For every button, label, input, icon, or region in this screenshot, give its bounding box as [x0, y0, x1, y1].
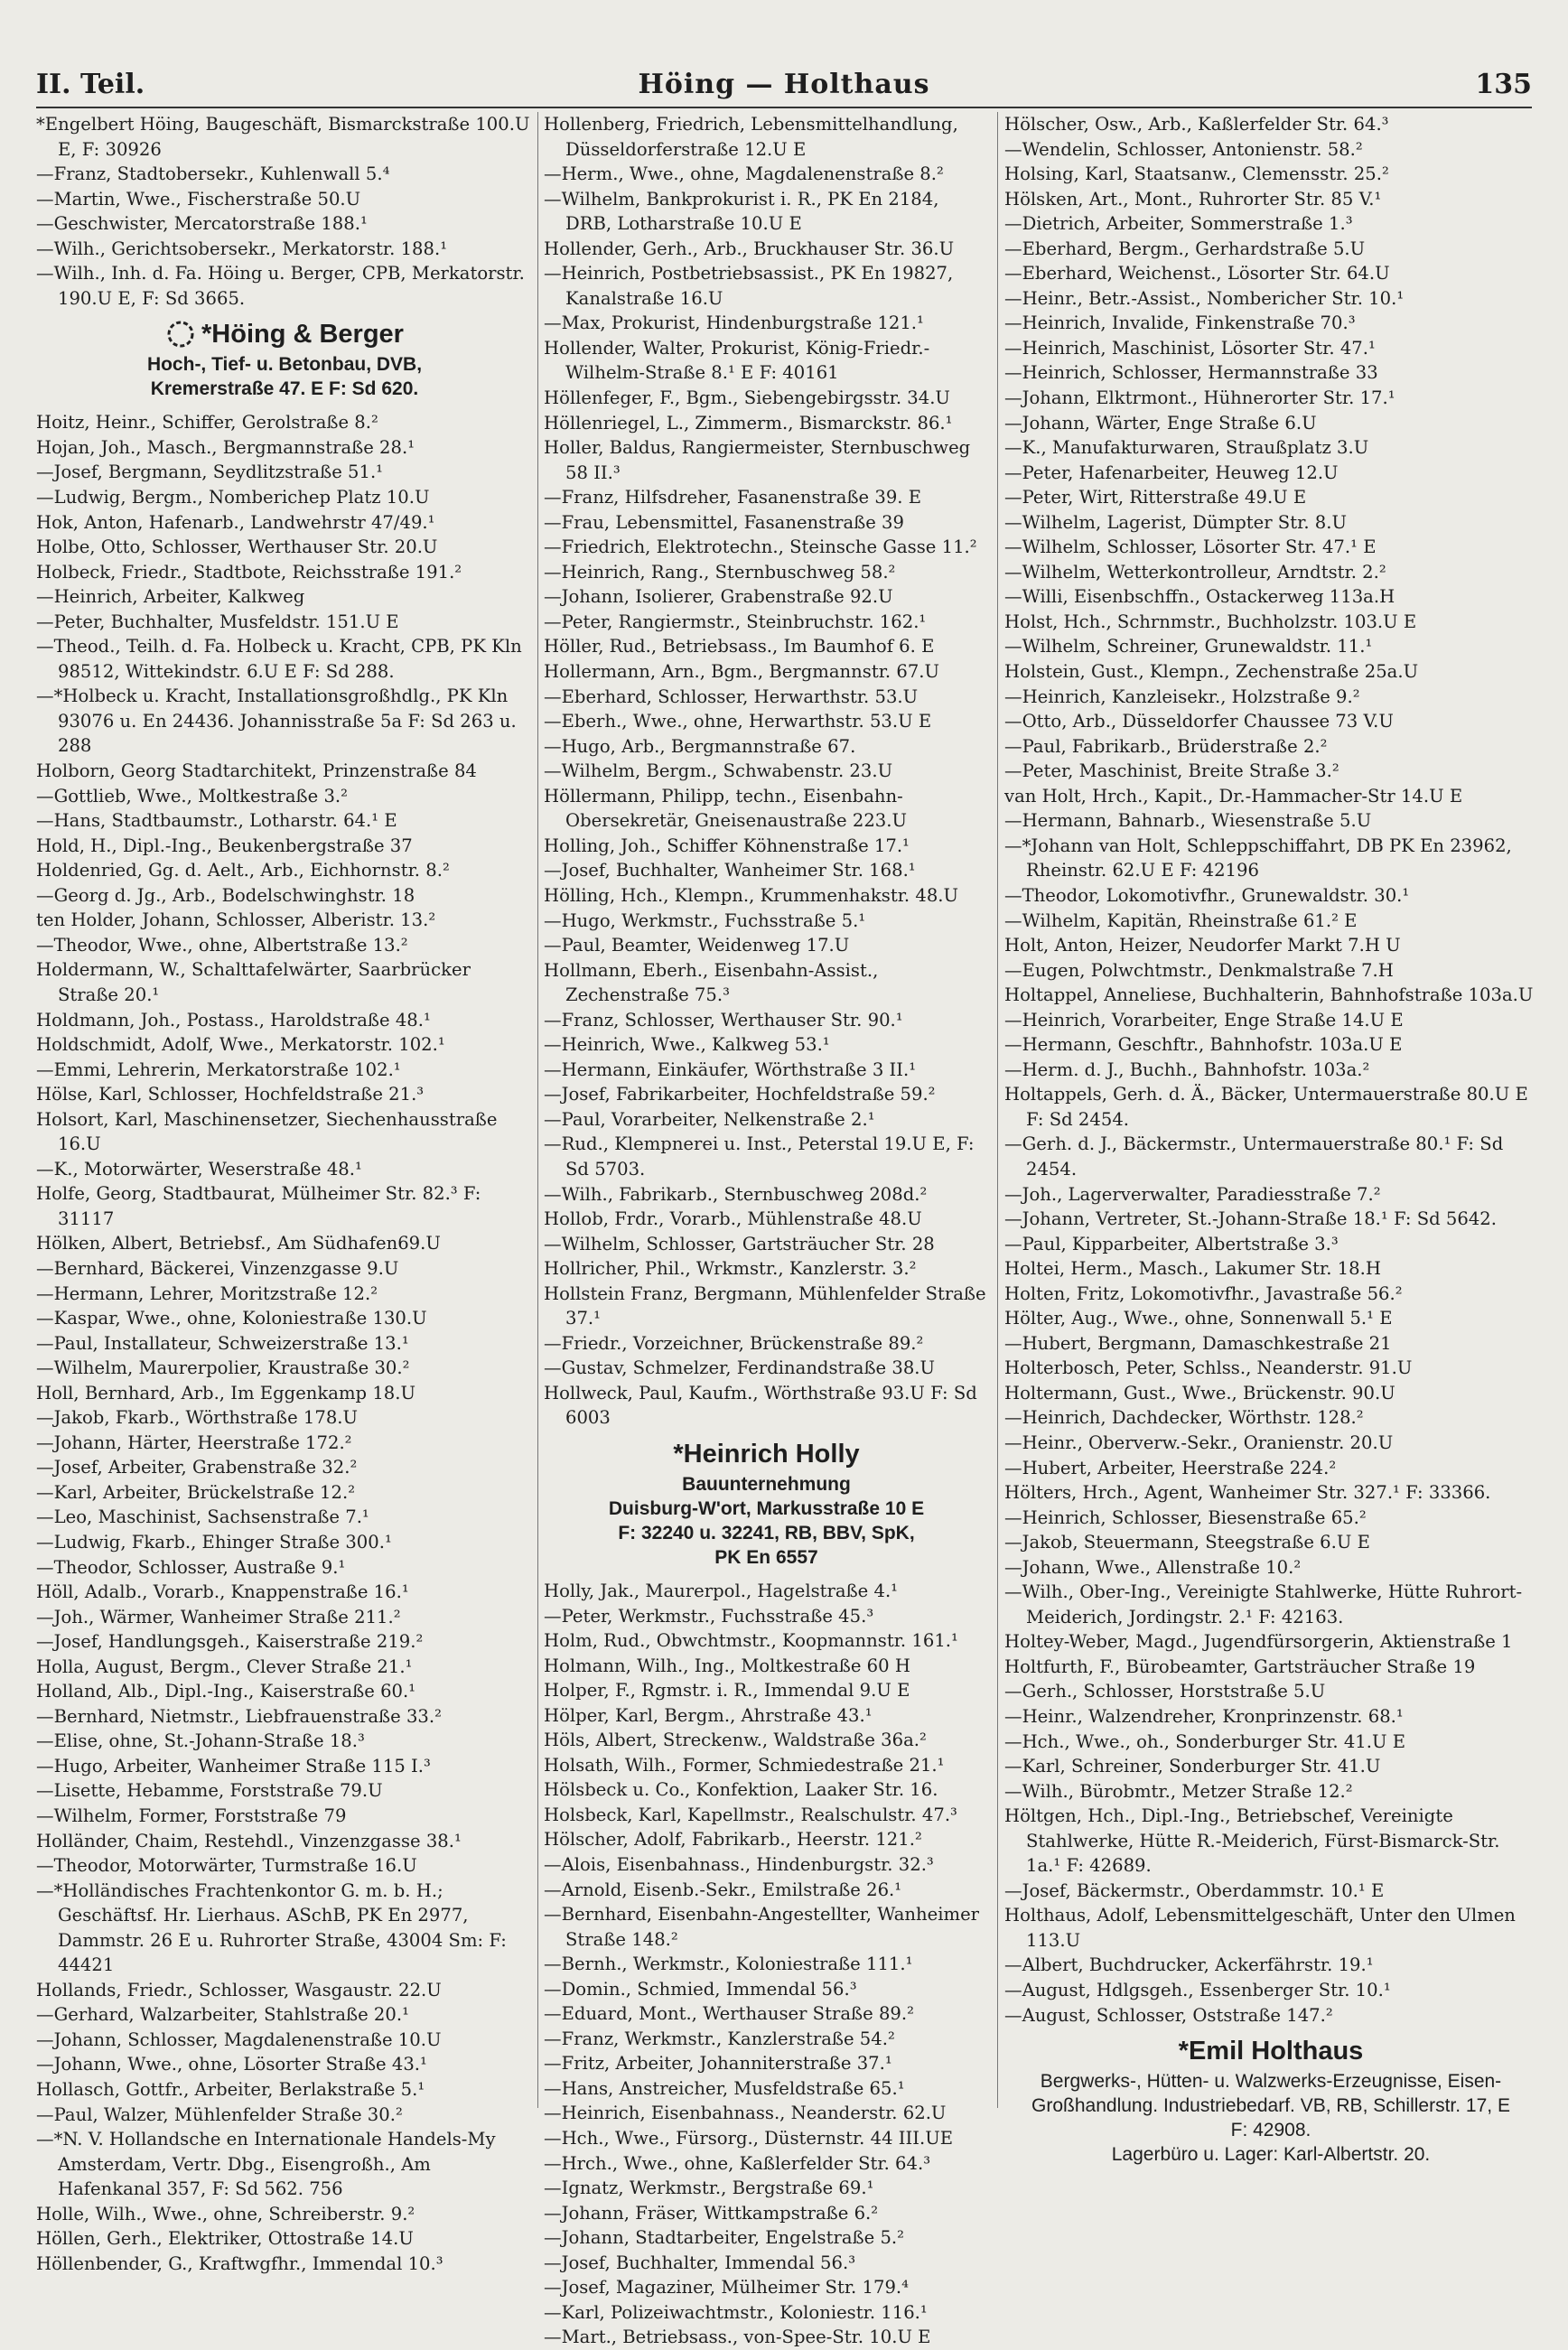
directory-entry: Hölsbeck u. Co., Konfektion, Laaker Str. 16. — [544, 1779, 938, 1801]
directory-entry: —Heinrich, Kanzleisekr., Holzstraße 9.² — [1004, 685, 1360, 707]
directory-entry: —Lisette, Hebamme, Forststraße 79.U — [36, 1780, 383, 1802]
directory-entry: —Ludwig, Bergm., Nomberichер Platz 10.U — [36, 487, 430, 508]
directory-entry: —Wilh., Bürobmtr., Metzer Straße 12.² — [1004, 1780, 1353, 1802]
directory-entry: —Friedr., Vorzeichner, Brückenstraße 89.² — [544, 1332, 924, 1354]
directory-entry: —Franz, Schlosser, Werthauser Str. 90.¹ — [544, 1009, 903, 1030]
directory-entry: Holbe, Otto, Schlosser, Werthauser Str. 20.U — [36, 536, 438, 558]
directory-entry: —Gustav, Schmelzer, Ferdinandstraße 38.U — [544, 1357, 936, 1379]
directory-entry: Hollenberg, Friedrich, Lebensmittelhandlung, Düsseldorferstraße 12.U E — [544, 114, 958, 160]
directory-entry: —Jakob, Fkarb., Wörthstraße 178.U — [36, 1407, 359, 1429]
running-title: Höing — Holthaus — [638, 69, 930, 100]
directory-entry: —Johann, Härter, Heerstraße 172.² — [36, 1431, 352, 1453]
directory-entry: —Willi, Eisenbschffn., Ostackerweg 113a.H — [1004, 586, 1395, 608]
ad-line: Hoch-, Tief- u. Betonbau, DVB, — [146, 354, 423, 376]
directory-entry: —Heinr., Oberverw.-Sekr., Oranienstr. 20.U — [1004, 1431, 1394, 1453]
directory-entry: —Paul, Walzer, Mühlenfelder Straße 30.² — [36, 2103, 403, 2125]
ad-line: Bergwerks-, Hütten- u. Walzwerks-Erzeugnisse, Eisen-Großhandlung. Industriebedarf. VB, RB, Schillerstr. 17, E — [1031, 2071, 1510, 2117]
directory-entry: —Martin, Wwe., Fischerstraße 50.U — [36, 188, 361, 210]
directory-entry: Holfe, Georg, Stadtbaurat, Mülheimer Str. 82.³ F: 31117 — [36, 1183, 481, 1229]
directory-entry: —Paul, Vorarbeiter, Nelkenstraße 2.¹ — [544, 1108, 875, 1130]
directory-entry: —Hugo, Arb., Bergmannstraße 67. — [544, 735, 856, 757]
directory-entry: Hollermann, Arn., Bgm., Bergmannstr. 67.U — [544, 661, 940, 683]
directory-entry: —Heinrich, Rang., Sternbuschweg 58.² — [544, 561, 896, 583]
directory-entry: —Heinrich, Maschinist, Lösorter Str. 47.¹ — [1004, 337, 1376, 359]
directory-entry: —Josef, Buchhalter, Wanheimer Str. 168.¹ — [544, 860, 916, 881]
directory-entry: Hölter, Aug., Wwe., ohne, Sonnenwall 5.¹ E — [1004, 1308, 1393, 1329]
directory-entry: —Wilhelm, Kapitän, Rheinstraße 61.² E — [1004, 909, 1358, 931]
directory-entry: —Hubert, Arbeiter, Heerstraße 224.² — [1004, 1457, 1337, 1478]
directory-entry: —Karl, Arbeiter, Brückelstraße 12.² — [36, 1481, 356, 1503]
directory-entry: —Ludwig, Fkarb., Ehinger Straße 300.¹ — [36, 1531, 392, 1553]
directory-entry: —Elise, ohne, St.-Johann-Straße 18.³ — [36, 1730, 365, 1752]
directory-entry: —Emmi, Lehrerin, Merkatorstraße 102.¹ — [36, 1058, 401, 1080]
ad-line: F: 42908. — [1230, 2120, 1311, 2141]
directory-entry: —Heinrich, Dachdecker, Wörthstr. 128.² — [1004, 1407, 1364, 1429]
directory-entry: —Leo, Maschinist, Sachsenstraße 7.¹ — [36, 1506, 369, 1528]
directory-entry: Holsbeck, Karl, Kapellmstr., Realschulstr. 47.³ — [544, 1804, 957, 1825]
directory-entry: —Franz, Werkmstr., Kanzlerstraße 54.² — [544, 2028, 895, 2049]
directory-entry: Holle, Wilh., Wwe., ohne, Schreiberstr. 9.² — [36, 2203, 415, 2224]
directory-entry: —Geschwister, Mercatorstraße 188.¹ — [36, 213, 368, 235]
directory-entry: Holl, Bernhard, Arb., Im Eggenkamp 18.U — [36, 1382, 415, 1403]
directory-entry: —Hch., Wwe., Fürsorg., Düsternstr. 44 III.UE — [544, 2128, 954, 2150]
directory-entry: —Bernhard, Nietmstr., Liebfrauenstraße 33.² — [36, 1705, 442, 1727]
directory-entry: —Wilh., Ober-Ing., Vereinigte Stahlwerke, Hütte Ruhrort-Meiderich, Jordingstr. 2.¹ F: 42163. — [1004, 1581, 1523, 1627]
directory-entry: Hölper, Karl, Bergm., Ahrstraße 43.¹ — [544, 1704, 873, 1726]
directory-entry: Hölken, Albert, Betriebsf., Am Südhafen69.U — [36, 1233, 441, 1254]
directory-entry: —Wilhelm, Schlosser, Lösorter Str. 47.¹ E — [1004, 536, 1377, 558]
directory-entry: Hölling, Hch., Klempn., Krummenhakstr. 48.U — [544, 884, 959, 906]
directory-entry: Hollender, Gerh., Arb., Bruckhauser Str. 36.U — [544, 238, 955, 259]
directory-entry: Höls, Albert, Streckenw., Waldstraße 36a.² — [544, 1730, 927, 1751]
directory-entry: —Albert, Buchdrucker, Ackerfährstr. 19.¹ — [1004, 1954, 1374, 1976]
column-divider — [997, 112, 998, 2108]
directory-entry: —Hans, Anstreicher, Musfeldstraße 65.¹ — [544, 2077, 905, 2099]
directory-entry: —Peter, Buchhalter, Musfeldstr. 151.U E — [36, 611, 399, 632]
directory-entry: —Ignatz, Werkmstr., Bergstraße 69.¹ — [544, 2177, 874, 2199]
directory-entry: —Eberh., Wwe., ohne, Herwarthstr. 53.U E — [544, 711, 932, 732]
directory-entry: —Heinrich, Arbeiter, Kalkweg — [36, 586, 305, 608]
directory-entry: Holstein, Gust., Klempn., Zechenstraße 25a.U — [1004, 661, 1419, 683]
directory-entry: Holsort, Karl, Maschinensetzer, Siechenhausstraße 16.U — [36, 1108, 498, 1155]
directory-entry: Höllenriegel, L., Zimmerm., Bismarckstr. 86.¹ — [544, 412, 953, 434]
directory-entry: —Gerh., Schlosser, Horststraße 5.U — [1004, 1681, 1326, 1702]
directory-entry: Hollob, Frdr., Vorarb., Mühlenstraße 48.U — [544, 1208, 922, 1230]
directory-entry: Holterbosch, Peter, Schlss., Neanderstr. 91.U — [1004, 1357, 1413, 1379]
directory-entry: —Franz, Hilfsdreher, Fasanenstraße 39. E — [544, 487, 922, 508]
advertisement-emil — [1004, 2028, 1537, 2176]
directory-entry: —Alois, Eisenbahnass., Hindenburgstr. 32.³ — [544, 1854, 934, 1875]
directory-entry: —Eberhard, Bergm., Gerhardstraße 5.U — [1004, 238, 1366, 259]
ad-line: PK En 6557 — [714, 1546, 818, 1568]
column-2 — [544, 112, 989, 2348]
ad-line: Duisburg-W'ort, Markusstraße 10 E — [608, 1497, 925, 1519]
directory-entry: Holtfurth, F., Bürobeamter, Gartsträucher Straße 19 — [1004, 1655, 1476, 1677]
directory-entry: —Heinrich, Postbetriebsassist., PK En 19827, Kanalstraße 16.U — [544, 263, 954, 309]
directory-entry: —Heinrich, Schlosser, Biesenstraße 65.² — [1004, 1506, 1367, 1528]
directory-entry: —Eberhard, Weichenst., Lösorter Str. 64.U — [1004, 263, 1390, 284]
ad-company-name: *Höing & Berger — [201, 320, 404, 350]
directory-entry: Höller, Rud., Betriebsass., Im Baumhof 6. E — [544, 636, 935, 657]
directory-entry: —Wilhelm, Wetterkontrolleur, Arndtstr. 2.² — [1004, 561, 1386, 583]
directory-entry: —August, Hdlgsgeh., Essenberger Str. 10.¹ — [1004, 1980, 1391, 2001]
directory-entry: —Theodor, Schlosser, Austraße 9.¹ — [36, 1556, 346, 1578]
directory-entry: —Theodor, Lokomotivfhr., Grunewaldstr. 30.¹ — [1004, 884, 1410, 906]
directory-entry: Hölters, Hrch., Agent, Wanheimer Str. 327.¹ F: 33366. — [1004, 1482, 1491, 1504]
directory-entry: Hollstein Franz, Bergmann, Mühlenfelder Straße 37.¹ — [544, 1282, 986, 1329]
directory-entry: —K., Motorwärter, Weserstraße 48.¹ — [36, 1158, 362, 1180]
directory-entry: —Wilh., Gerichtsobersekr., Merkatorstr. 188.¹ — [36, 238, 448, 259]
directory-entry: Hölse, Karl, Schlosser, Hochfeldstraße 21.³ — [36, 1084, 425, 1105]
directory-entry: —Max, Prokurist, Hindenburgstraße 121.¹ — [544, 312, 924, 334]
directory-entry: —Theodor, Motorwärter, Turmstraße 16.U — [36, 1855, 417, 1877]
directory-entry: —Domin., Schmied, Immendal 56.³ — [544, 1978, 857, 2000]
directory-entry: —Jakob, Steuermann, Steegstraße 6.U E — [1004, 1532, 1370, 1553]
directory-entry: Holper, F., Rgmstr. i. R., Immendal 9.U E — [544, 1680, 910, 1702]
directory-entry: —Wilhelm, Bankprokurist i. R., PK En 2184, DRB, Lotharstraße 10.U E — [544, 188, 939, 235]
directory-entry: —Peter, Maschinist, Breite Straße 3.² — [1004, 760, 1339, 782]
directory-entry: —Franz, Stadtobersekr., Kuhlenwall 5.⁴ — [36, 163, 390, 185]
directory-entry: —Theod., Teilh. d. Fa. Holbeck u. Kracht, CPB, PK Kln 98512, Wittekindstr. 6.U E F: Sd 288. — [36, 636, 522, 682]
section-label: II. Teil. — [36, 69, 145, 100]
ad-title-row — [544, 1436, 989, 1472]
directory-entry: Hollender, Walter, Prokurist, König-Friedr.-Wilhelm-Straße 8.¹ E F: 40161 — [544, 337, 930, 384]
directory-entry: —Josef, Buchhalter, Immendal 56.³ — [544, 2252, 856, 2273]
directory-entry: Holler, Baldus, Rangiermeister, Sternbuschweg 58 II.³ — [544, 437, 971, 483]
directory-entry: —Herm. d. J., Buchh., Bahnhofstr. 103a.² — [1004, 1058, 1370, 1080]
directory-entry: —Friedrich, Elektrotechn., Steinsche Gasse 11.² — [544, 536, 977, 558]
directory-entry: Hoitz, Heinr., Schiffer, Gerolstraße 8.² — [36, 412, 378, 434]
directory-entry: Höll, Adalb., Vorarb., Knappenstraße 16.¹ — [36, 1581, 409, 1603]
directory-entry: —Bernh., Werkmstr., Koloniestraße 111.¹ — [544, 1954, 913, 1975]
directory-entry: —Wilhelm, Bergm., Schwabenstr. 23.U — [544, 760, 893, 782]
directory-entry: Hölscher, Adolf, Fabrikarb., Heerstr. 121.² — [544, 1829, 922, 1851]
directory-entry: Höllenbender, G., Kraftwgfhr., Immendal 10.³ — [36, 2252, 443, 2274]
directory-entry: —Peter, Wirt, Ritterstraße 49.U E — [1004, 487, 1307, 508]
directory-entry: —Peter, Werkmstr., Fuchsstraße 45.³ — [544, 1605, 874, 1627]
directory-entry: —Johann, Fräser, Wittkampstraße 6.² — [544, 2202, 879, 2224]
directory-entry: Hollasch, Gottfr., Arbeiter, Berlakstraße 5.¹ — [36, 2079, 425, 2101]
directory-entry: Höllermann, Philipp, techn., Eisenbahn-Obersekretär, Gneisenaustraße 223.U — [544, 785, 908, 832]
directory-entry: Hollands, Friedr., Schlosser, Wasgaustr. 22.U — [36, 1979, 442, 2000]
directory-entry: —Hugo, Arbeiter, Wanheimer Straße 115 I.³ — [36, 1755, 431, 1776]
directory-entry: Höllen, Gerh., Elektriker, Ottostraße 14.U — [36, 2228, 414, 2250]
directory-entry: —Hermann, Bahnarb., Wiesenstraße 5.U — [1004, 810, 1372, 832]
directory-entry: Holla, August, Bergm., Clever Straße 21.¹ — [36, 1655, 413, 1677]
directory-entry: Holtappel, Anneliese, Buchhalterin, Bahnhofstraße 103a.U — [1004, 984, 1534, 1006]
directory-entry: Holdenried, Gg. d. Aelt., Arb., Eichhornstr. 8.² — [36, 860, 450, 881]
directory-entry: —*Holländisches Frachtenkontor G. m. b. H.; Geschäftsf. Hr. Lierhaus. ASchB, PK En 2977, Dammstr. 26 E u. Ruhrorter Straße, 43004 Sm: F: 44421 — [36, 1879, 507, 1976]
directory-entry: Holtappels, Gerh. d. Ä., Bäcker, Untermauerstraße 80.U E F: Sd 2454. — [1004, 1084, 1528, 1130]
directory-entry: Hold, H., Dipl.-Ing., Beukenbergstraße 37 — [36, 835, 413, 856]
directory-entry: Höllenfeger, F., Bgm., Siebengebirgsstr. 34.U — [544, 387, 950, 409]
directory-entry: Hollricher, Phil., Wrkmstr., Kanzlerstr. 3.² — [544, 1258, 917, 1280]
directory-entry: —Mart., Betriebsass., von-Spee-Str. 10.U E — [544, 2327, 931, 2348]
directory-entry: —Wilhelm, Former, Forststraße 79 — [36, 1805, 347, 1826]
ad-line: Lagerbüro u. Lager: Karl-Albertstr. 20. — [1111, 2144, 1431, 2166]
directory-entry: —Hrch., Wwe., ohne, Kaßlerfelder Str. 64.³ — [544, 2152, 931, 2174]
directory-entry: —Johann, Wwe., ohne, Lösorter Straße 43.¹ — [36, 2054, 427, 2075]
directory-entry: —Wilhelm, Schlosser, Gartsträucher Str. 28 — [544, 1233, 935, 1254]
directory-entry: —Gerh. d. J., Bäckermstr., Untermauerstraße 80.¹ F: Sd 2454. — [1004, 1133, 1504, 1180]
directory-entry: —*Holbeck u. Kracht, Installationsgroßhdlg., PK Kln 93076 u. En 24436. Johannisstraße 5a F: Sd 263 u. 288 — [36, 685, 517, 757]
directory-entry: —Peter, Rangiermstr., Steinbruchstr. 162.¹ — [544, 611, 927, 632]
directory-entry: —Johann, Wwe., Allenstraße 10.² — [1004, 1556, 1302, 1578]
directory-entry: —Peter, Hafenarbeiter, Heuweg 12.U — [1004, 462, 1339, 483]
directory-entry: van Holt, Hrch., Kapit., Dr.-Hammacher-Str 14.U E — [1004, 785, 1463, 807]
directory-entry: —Hch., Wwe., oh., Sonderburger Str. 41.U E — [1004, 1730, 1406, 1752]
directory-entry: Holmann, Wilh., Ing., Moltkestraße 60 H — [544, 1655, 910, 1676]
ad-company-name: *Heinrich Holly — [673, 1439, 860, 1469]
directory-entry: Holst, Hch., Schrnmstr., Buchholzstr. 103.U E — [1004, 611, 1417, 632]
column-1 — [36, 112, 533, 2274]
directory-entry: —Arnold, Eisenb.-Sekr., Emilstraße 26.¹ — [544, 1879, 902, 1900]
ad-line: F: 32240 u. 32241, RB, BBV, SpK, — [618, 1522, 915, 1543]
directory-entry: —Heinrich, Eisenbahnass., Neanderstr. 62.U — [544, 2103, 947, 2124]
directory-entry: —Wilhelm, Lagerist, Dümpter Str. 8.U — [1004, 511, 1347, 533]
directory-entry: Holt, Anton, Heizer, Neudorfer Markt 7.H U — [1004, 935, 1401, 956]
directory-entry: —Paul, Beamter, Weidenweg 17.U — [544, 935, 850, 956]
page-number: 135 — [1475, 69, 1532, 100]
directory-entry: —Josef, Bäckermstr., Oberdammstr. 10.¹ E — [1004, 1879, 1385, 1901]
directory-entry: —Eugen, Polwchtmstr., Denkmalstraße 7.H — [1004, 959, 1394, 981]
directory-entry: Holly, Jak., Maurerpol., Hagelstraße 4.¹ — [544, 1580, 899, 1601]
directory-entry: —Bernhard, Eisenbahn-Angestellter, Wanheimer Straße 148.² — [544, 1904, 980, 1950]
directory-entry: —Wendelin, Schlosser, Antonienstr. 58.² — [1004, 138, 1363, 160]
directory-entry: —Hugo, Werkmstr., Fuchsstraße 5.¹ — [544, 909, 866, 931]
directory-entry: —Josef, Fabrikarbeiter, Hochfeldstraße 59.² — [544, 1084, 936, 1105]
directory-entry: Hölscher, Osw., Arb., Kaßlerfelder Str. 64.³ — [1004, 114, 1389, 135]
directory-entry: —Otto, Arb., Düsseldorfer Chaussee 73 V.U — [1004, 711, 1394, 732]
directory-entry: —Joh., Wärmer, Wanheimer Straße 211.² — [36, 1606, 401, 1627]
directory-entry: —Paul, Kipparbeiter, Albertstraße 3.³ — [1004, 1233, 1339, 1254]
directory-entry: —Wilhelm, Schreiner, Grunewaldstr. 11.¹ — [1004, 636, 1373, 657]
directory-entry: Holdschmidt, Adolf, Wwe., Merkatorstr. 102.¹ — [36, 1034, 445, 1056]
directory-entry: —Fritz, Arbeiter, Johanniterstraße 37.¹ — [544, 2053, 892, 2075]
directory-entry: —Josef, Arbeiter, Grabenstraße 32.² — [36, 1457, 358, 1478]
directory-entry: —*N. V. Hollandsche en Internationale Handels-My Amsterdam, Vertr. Dbg., Eisengroßh., Am Hafenkanal 357, F: Sd 562. 756 — [36, 2129, 496, 2200]
directory-entry: —August, Schlosser, Oststraße 147.² — [1004, 2004, 1333, 2026]
page-header — [36, 65, 1532, 105]
directory-entry: —Heinrich, Vorarbeiter, Enge Straße 14.U E — [1004, 1009, 1404, 1030]
directory-entry: —Wilh., Fabrikarb., Sternbuschweg 208d.² — [544, 1183, 928, 1205]
directory-entry: —Karl, Polizeiwachtmstr., Koloniestr. 116.¹ — [544, 2301, 928, 2323]
directory-entry: —Heinrich, Wwe., Kalkweg 53.¹ — [544, 1034, 830, 1056]
directory-entry: —*Johann van Holt, Schleppschiffahrt, DB PK En 23962, Rheinstr. 62.U E F: 42196 — [1004, 835, 1512, 881]
directory-entry: —Paul, Installateur, Schweizerstraße 13.¹ — [36, 1332, 409, 1354]
advertisement-hoeing — [36, 311, 533, 410]
directory-entry: —Dietrich, Arbeiter, Sommerstraße 1.³ — [1004, 213, 1353, 235]
directory-entry: Holsath, Wilh., Former, Schmiedestraße 21.¹ — [544, 1754, 945, 1776]
directory-entry: —Frau, Lebensmittel, Fasanenstraße 39 — [544, 511, 904, 533]
directory-entry: —Heinr., Walzendreher, Kronprinzenstr. 68.¹ — [1004, 1706, 1404, 1727]
ad-line: Bauunternehmung — [682, 1473, 851, 1495]
directory-entry: Holland, Alb., Dipl.-Ing., Kaiserstraße 60.¹ — [36, 1681, 416, 1702]
directory-entry: Holten, Fritz, Lokomotivfhr., Javastraße 56.² — [1004, 1282, 1403, 1304]
advertisement-holly — [544, 1431, 989, 1579]
company-logo-icon — [165, 319, 196, 350]
directory-entry: —Georg d. Jg., Arb., Bodelschwinghstr. 18 — [36, 884, 415, 906]
directory-entry: Holborn, Georg Stadtarchitekt, Prinzenstraße 84 — [36, 760, 477, 782]
directory-entry: —Hubert, Bergmann, Damaschkestraße 21 — [1004, 1332, 1392, 1354]
directory-entry: Hollmann, Eberh., Eisenbahn-Assist., Zechenstraße 75.³ — [544, 959, 879, 1006]
directory-entry: —Paul, Fabrikarb., Brüderstraße 2.² — [1004, 735, 1328, 757]
directory-entry: ten Holder, Johann, Schlosser, Alberistr. 13.² — [36, 909, 436, 931]
directory-entry: —Heinrich, Invalide, Finkenstraße 70.³ — [1004, 312, 1356, 334]
directory-entry: —Heinr., Betr.-Assist., Nombericher Str. 10.¹ — [1004, 287, 1405, 309]
directory-entry: Hojan, Joh., Masch., Bergmannstraße 28.¹ — [36, 436, 415, 458]
directory-entry: —Wilhelm, Maurerpolier, Kraustraße 30.² — [36, 1357, 410, 1379]
directory-entry: —Hermann, Lehrer, Moritzstraße 12.² — [36, 1282, 378, 1304]
directory-entry: —Josef, Magaziner, Mülheimer Str. 179.⁴ — [544, 2277, 909, 2299]
directory-entry: *Engelbert Höing, Baugeschäft, Bismarckstraße 100.U E, F: 30926 — [36, 114, 530, 160]
ad-line: Kremerstraße 47. E F: Sd 620. — [150, 378, 419, 400]
ad-company-name: *Emil Holthaus — [1178, 2037, 1364, 2066]
directory-entry: —Johann, Isolierer, Grabenstraße 92.U — [544, 586, 893, 608]
directory-entry: Hölsken, Art., Mont., Ruhrorter Str. 85 V.¹ — [1004, 188, 1382, 210]
directory-entry: —Johann, Schlosser, Magdalenenstraße 10.U — [36, 2028, 442, 2050]
directory-entry: —Josef, Handlungsgeh., Kaiserstraße 219.² — [36, 1631, 424, 1653]
directory-entry: Holdmann, Joh., Postass., Haroldstraße 48.¹ — [36, 1009, 431, 1030]
directory-entry: —Heinrich, Schlosser, Hermannstraße 33 — [1004, 362, 1378, 384]
directory-entry: Holm, Rud., Obwchtmstr., Koopmannstr. 161.¹ — [544, 1630, 958, 1652]
directory-entry: —Bernhard, Bäckerei, Vinzenzgasse 9.U — [36, 1257, 399, 1279]
directory-entry: —Karl, Schreiner, Sonderburger Str. 41.U — [1004, 1756, 1381, 1777]
directory-entry: —Theodor, Wwe., ohne, Albertstraße 13.² — [36, 934, 408, 956]
directory-entry: —Kaspar, Wwe., ohne, Koloniestraße 130.U — [36, 1308, 427, 1329]
directory-entry: —Rud., Klempnerei u. Inst., Peterstal 19.U E, F: Sd 5703. — [544, 1133, 975, 1180]
directory-entry: —Joh., Lagerverwalter, Paradiesstraße 7.² — [1004, 1183, 1381, 1205]
directory-entry: Holländer, Chaim, Restehdl., Vinzenzgasse 38.¹ — [36, 1830, 462, 1851]
directory-entry: Holtei, Herm., Masch., Lakumer Str. 18.H — [1004, 1258, 1381, 1280]
column-divider — [537, 112, 538, 2108]
ad-title-row — [36, 316, 533, 352]
directory-entry: Holsing, Karl, Staatsanw., Clemensstr. 25.² — [1004, 163, 1389, 185]
directory-entry: Holdermann, W., Schalttafelwärter, Saarbrücker Straße 20.¹ — [36, 959, 471, 1005]
directory-entry: —Johann, Vertreter, St.-Johann-Straße 18.¹ F: Sd 5642. — [1004, 1208, 1497, 1230]
directory-entry: —Hans, Stadtbaumstr., Lotharstr. 64.¹ E — [36, 810, 397, 832]
column-3 — [1004, 112, 1537, 2166]
directory-entry: —Johann, Wärter, Enge Straße 6.U — [1004, 412, 1317, 434]
directory-entry: —Gerhard, Walzarbeiter, Stahlstraße 20.¹ — [36, 2004, 409, 2026]
directory-entry: Holthaus, Adolf, Lebensmittelgeschäft, Unter den Ulmen 113.U — [1004, 1905, 1516, 1951]
directory-entry: Hollweck, Paul, Kaufm., Wörthstraße 93.U F: Sd 6003 — [544, 1382, 977, 1429]
directory-entry: Holling, Joh., Schiffer Köhnenstraße 17.¹ — [544, 835, 910, 856]
directory-entry: —Eberhard, Schlosser, Herwarthstr. 53.U — [544, 685, 919, 707]
directory-entry: —K., Manufakturwaren, Straußplatz 3.U — [1004, 437, 1369, 459]
directory-entry: —Gottlieb, Wwe., Moltkestraße 3.² — [36, 785, 349, 807]
directory-entry: —Hermann, Geschftr., Bahnhofstr. 103a.U E — [1004, 1034, 1403, 1056]
directory-entry: —Johann, Elktrmont., Hühnerorter Str. 17.¹ — [1004, 387, 1395, 409]
ad-title-row — [1004, 2033, 1537, 2069]
directory-entry: —Josef, Bergmann, Seydlitzstraße 51.¹ — [36, 462, 384, 483]
directory-entry: —Eduard, Mont., Werthauser Straße 89.² — [544, 2003, 914, 2025]
directory-entry: Holbeck, Friedr., Stadtbote, Reichsstraße 191.² — [36, 561, 462, 583]
directory-entry: Holtey-Weber, Magd., Jugendfürsorgerin, Aktienstraße 1 — [1004, 1631, 1513, 1653]
directory-entry: Holtermann, Gust., Wwe., Brückenstr. 90.U — [1004, 1382, 1395, 1403]
directory-entry: Hok, Anton, Hafenarb., Landwehrstr 47/49.¹ — [36, 511, 435, 533]
directory-entry: —Johann, Stadtarbeiter, Engelstraße 5.² — [544, 2227, 904, 2249]
directory-entry: —Herm., Wwe., ohne, Magdalenenstraße 8.² — [544, 163, 944, 185]
directory-entry: Höltgen, Hch., Dipl.-Ing., Betriebschef, Vereinigte Stahlwerke, Hütte R.-Meiderich, Fürst-Bismarck-Str. 1a.¹ F: 42689. — [1004, 1805, 1500, 1877]
directory-entry: —Wilh., Inh. d. Fa. Höing u. Berger, CPB, Merkatorstr. 190.U E, F: Sd 3665. — [36, 263, 525, 309]
header-rule — [36, 107, 1532, 108]
directory-entry: —Hermann, Einkäufer, Wörthstraße 3 II.¹ — [544, 1058, 917, 1080]
